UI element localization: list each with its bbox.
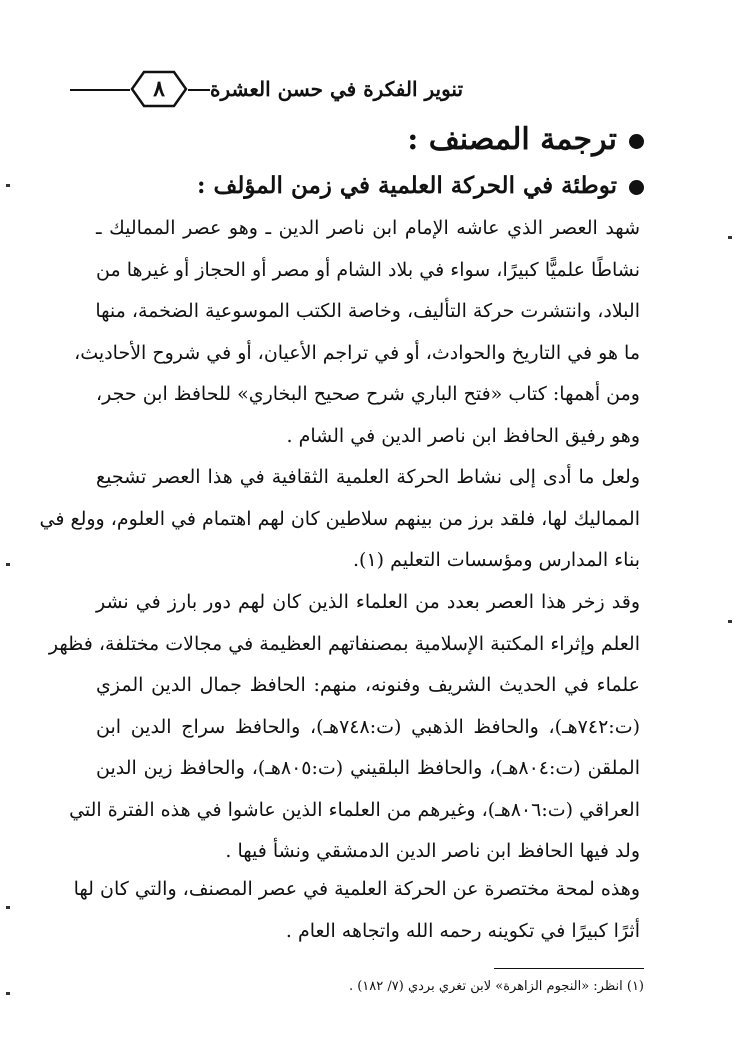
text-line: ولد فيها الحافظ ابن ناصر الدين الدمشقي ونشأ فيها . [225,840,640,862]
text-line: (ت:٧٤٢هـ)، والحافظ الذهبي (ت:٧٤٨هـ)، والحافظ سراج الدين ابن [96,715,640,738]
text-line: وهذه لمحة مختصرة عن الحركة العلمية في عصر المصنف، والتي كان لها [73,878,640,900]
margin-mark [6,992,10,995]
margin-mark [6,184,10,187]
margin-mark [6,563,10,566]
text-line: ولعل ما أدى إلى نشاط الحركة العلمية الثقافية في هذا العصر تشجيع [96,466,640,488]
text-line: شهد العصر الذي عاشه الإمام ابن ناصر الدين ـ وهو عصر المماليك ـ [96,217,640,239]
footnote: (١) انظر: «النجوم الزاهرة» لابن تغري بردي (٧/ ١٨٢) . [348,979,644,994]
section-heading-text: توطئة في الحركة العلمية في زمن المؤلف : [197,172,617,199]
header-rule-middle [188,89,210,91]
paragraph-2 [39,457,640,582]
text-line: الملقن (ت:٨٠٤هـ)، والحافظ البلقيني (ت:٨٠٥هـ)، والحافظ زين الدين [96,757,640,779]
text-line: وقد زخر هذا العصر بعدد من العلماء الذين كان لهم دور بارز في نشر [96,591,640,613]
text-line: العلم وإثراء المكتبة الإسلامية بمصنفاتهم العظيمة في مجالات مختلفة، فظهر [48,632,640,655]
section-heading-text: ترجمة المصنف : [407,122,617,157]
text-line: نشاطًا علميًّا كبيرًا، سواء في بلاد الشام أو مصر أو الحجاز أو غيرها من [96,258,640,281]
margin-mark [728,236,732,239]
text-line: أثرًا كبيرًا في تكوينه رحمه الله واتجاهه العام . [285,919,640,942]
bullet-icon [629,134,644,149]
text-line: بناء المدارس ومؤسسات التعليم (١). [352,549,640,571]
page-number: ٨ [153,76,165,102]
text-line: العراقي (ت:٨٠٦هـ)، وغيرهم من العلماء الذين عاشوا في هذه الفترة التي [69,798,640,821]
text-line: ومن أهمها: كتاب «فتح الباري شرح صحيح البخاري» للحافظ ابن حجر، [96,383,640,405]
text-line: ما هو في التاريخ والحوادث، أو في تراجم الأعيان، أو في شروح الأحاديث، [74,341,640,364]
text-line: علماء في الحديث الشريف وفنونه، منهم: الحافظ جمال الدين المزي [96,674,640,696]
footnote-divider [494,968,644,969]
paragraph-4 [73,869,640,952]
bullet-icon [629,180,644,195]
header-rule-left [70,89,130,91]
margin-mark [6,906,10,909]
section-heading-intro [197,168,644,204]
margin-mark [728,620,732,623]
paragraph-1 [74,208,640,457]
page-header [70,70,670,110]
text-line: وهو رفيق الحافظ ابن ناصر الدين في الشام . [286,424,640,447]
paragraph-3 [48,582,640,873]
running-title: تنوير الفكرة في حسن العشرة [210,77,464,101]
text-line: المماليك لها، فلقد برز من بينهم سلاطين كان لهم اهتمام في العلوم، وولع في [39,507,640,530]
section-heading-author [407,118,644,162]
text-line: البلاد، وانتشرت حركة التأليف، وخاصة الكتب الموسوعية الضخمة، منها [95,300,640,322]
